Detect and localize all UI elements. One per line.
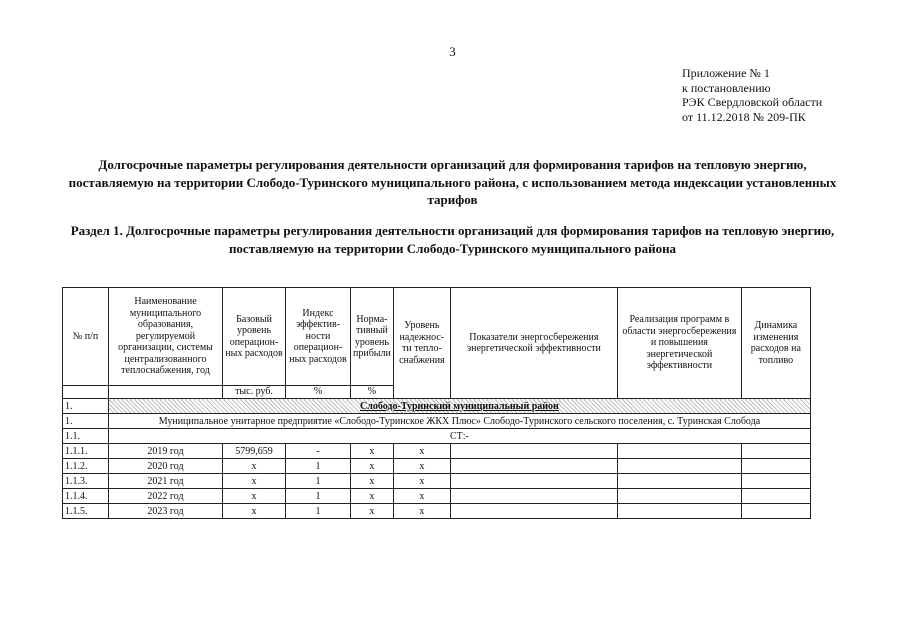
header-reliability: Уровень надежнос-ти тепло-снабжения <box>393 288 450 399</box>
header-energy-indicators: Показатели энергосбережения энергетической эффективности <box>450 288 617 399</box>
row-reliability: х <box>393 459 450 474</box>
row-programs <box>617 504 741 519</box>
row-year: 2020 год <box>109 459 223 474</box>
org-row <box>63 414 811 429</box>
row-programs <box>617 459 741 474</box>
unit-norm: % <box>351 386 394 399</box>
unit-base: тыс. руб. <box>223 386 286 399</box>
row-reliability: х <box>393 504 450 519</box>
row-base: х <box>223 459 286 474</box>
header-norm: Норма-тивный уровень прибыли <box>351 288 394 386</box>
table-row <box>63 504 811 519</box>
parameters-table <box>62 287 811 519</box>
unit-index: % <box>286 386 351 399</box>
row-num: 1.1.2. <box>63 459 109 474</box>
rayon-num: 1. <box>63 399 109 414</box>
appendix-line-4: от 11.12.2018 № 209-ПК <box>682 109 806 124</box>
row-base: х <box>223 474 286 489</box>
table-row <box>63 489 811 504</box>
row-fuel <box>741 459 810 474</box>
row-year: 2022 год <box>109 489 223 504</box>
header-programs: Реализация программ в области энергосбережения и повышения энергетической эффективности <box>617 288 741 399</box>
appendix-line-2: к постановлению <box>682 80 771 95</box>
appendix-line-1: Приложение № 1 <box>682 66 770 80</box>
row-reliability: х <box>393 489 450 504</box>
row-norm: х <box>351 474 394 489</box>
row-reliability: х <box>393 444 450 459</box>
document-title: Долгосрочные параметры регулирования деятельности организаций для формирования тарифов на тепловую энергию, поставляемую на территории Слободо-Туринского муниципального района, с использованием метода индексации установленных тарифов <box>68 157 837 207</box>
row-index: 1 <box>286 489 351 504</box>
row-fuel <box>741 444 810 459</box>
header-fuel: Динамика изменения расходов на топливо <box>741 288 810 399</box>
system-num: 1.1. <box>63 429 109 444</box>
appendix-line-3: РЭК Свердловской области <box>682 95 823 109</box>
row-energy-indicators <box>450 444 617 459</box>
rayon-row <box>63 399 811 414</box>
row-base: х <box>223 504 286 519</box>
row-index: - <box>286 444 351 459</box>
org-num: 1. <box>63 414 109 429</box>
row-year: 2023 год <box>109 504 223 519</box>
row-norm: х <box>351 444 394 459</box>
row-energy-indicators <box>450 489 617 504</box>
row-year: 2019 год <box>109 444 223 459</box>
row-energy-indicators <box>450 504 617 519</box>
section-title: Раздел 1. Долгосрочные параметры регулирования деятельности организаций для формирования тарифов на тепловую энергию, поставляемую на территории Слободо-Туринского муниципального района <box>70 223 835 256</box>
row-base: х <box>223 489 286 504</box>
row-index: 1 <box>286 504 351 519</box>
header-num: № п/п <box>63 288 109 386</box>
row-fuel <box>741 474 810 489</box>
row-index: 1 <box>286 459 351 474</box>
row-num: 1.1.1. <box>63 444 109 459</box>
header-index: Индекс эффектив-ности операцион-ных расходов <box>286 288 351 386</box>
header-name: Наименование муниципального образования, регулируемой организации, системы централизованного теплоснабжения, год <box>109 288 223 386</box>
table-row <box>63 444 811 459</box>
row-norm: х <box>351 489 394 504</box>
row-norm: х <box>351 504 394 519</box>
row-num: 1.1.4. <box>63 489 109 504</box>
row-energy-indicators <box>450 459 617 474</box>
unit-num <box>63 386 109 399</box>
header-row <box>63 288 811 386</box>
row-programs <box>617 474 741 489</box>
row-base: 5799,659 <box>223 444 286 459</box>
page-number: 3 <box>449 44 456 59</box>
row-energy-indicators <box>450 474 617 489</box>
org-name: Муниципальное унитарное предприятие «Слободо-Туринское ЖКХ Плюс» Слободо-Туринского сельского поселения, с. Туринская Слобода <box>109 414 811 429</box>
row-year: 2021 год <box>109 474 223 489</box>
system-row <box>63 429 811 444</box>
row-index: 1 <box>286 474 351 489</box>
row-fuel <box>741 504 810 519</box>
row-num: 1.1.5. <box>63 504 109 519</box>
header-base: Базовый уровень операцион-ных расходов <box>223 288 286 386</box>
row-norm: х <box>351 459 394 474</box>
row-programs <box>617 444 741 459</box>
unit-name <box>109 386 223 399</box>
row-programs <box>617 489 741 504</box>
rayon-name: Слободо-Туринский муниципальный район <box>109 399 811 414</box>
system-name: СТ:- <box>109 429 811 444</box>
table-row <box>63 459 811 474</box>
row-num: 1.1.3. <box>63 474 109 489</box>
appendix-block <box>682 66 822 124</box>
row-fuel <box>741 489 810 504</box>
row-reliability: х <box>393 474 450 489</box>
table-row <box>63 474 811 489</box>
